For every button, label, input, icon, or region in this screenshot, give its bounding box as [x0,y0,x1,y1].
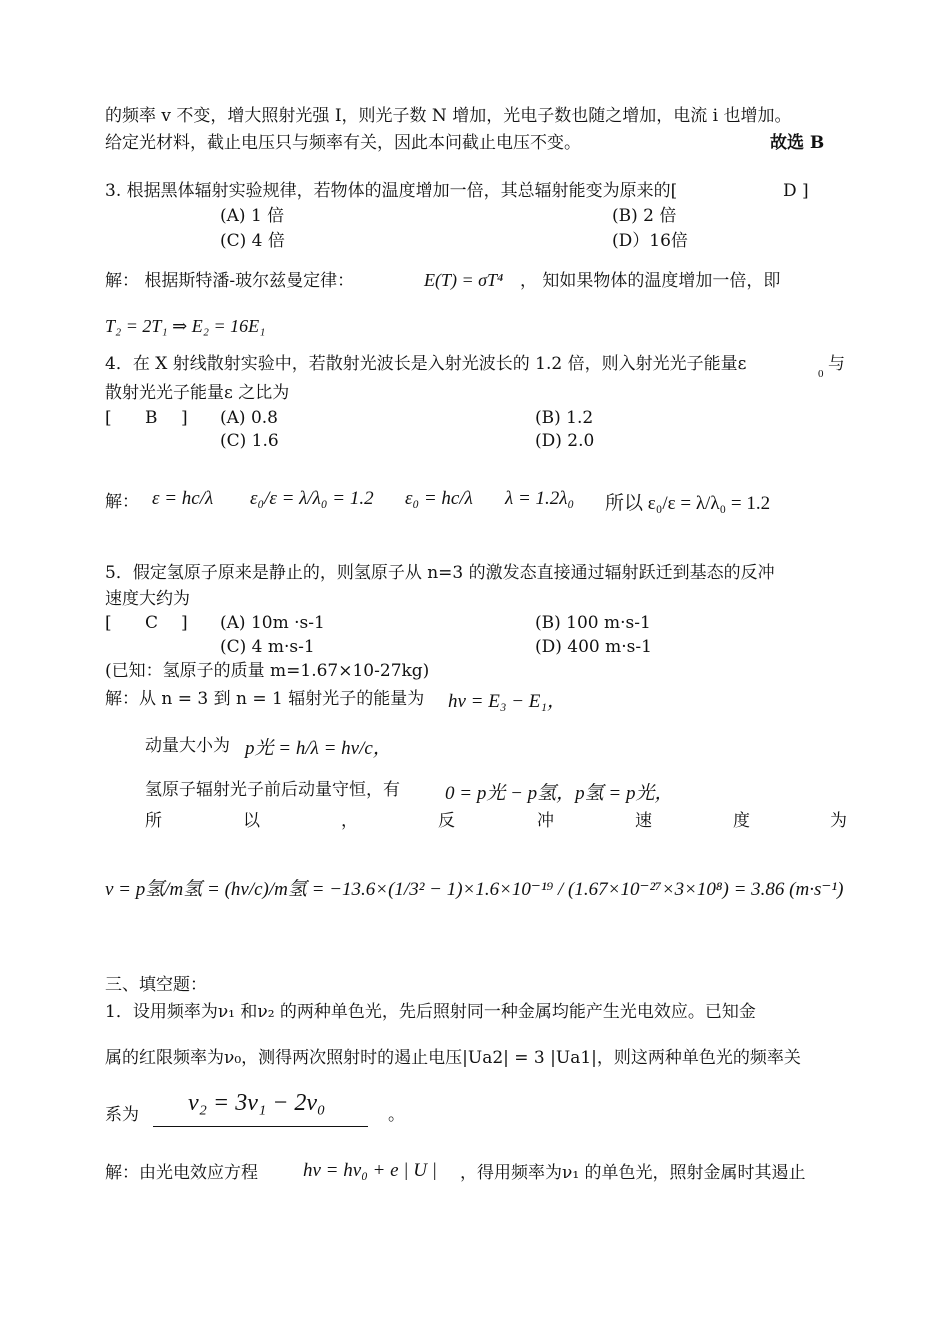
q5-sol-3-eq: 0 = p光 − p氢，p氢 = p光， [445,783,674,804]
q5-stem-1: 5．假定氢原子原来是静止的，则氢原子从 n=3 的激发态直接通过辐射跃迁到基态的反冲 [105,563,775,583]
q5-sol-3: 氢原子辐射光子前后动量守恒，有 [145,780,400,800]
section-heading: 三、填空题： [105,975,207,995]
intro-line-1: 的频率 v 不变，增大照射光强 I，则光子数 N 增加，光电子数也随之增加，电流 i 也增加。 [105,106,792,126]
q5-final-equation: v = p氢/m氢 = (hν/c)/m氢 = −13.6×(1/3² − 1)×1.6×10⁻¹⁹ / (1.67×10⁻²⁷×3×10⁸) = 3.86 (m·s⁻¹) [105,879,844,900]
q3-stem: 3. 根据黑体辐射实验规律，若物体的温度增加一倍，其总辐射能变为原来的[ [105,181,678,201]
q4-eq-1: ε = hc/λ [152,488,214,509]
q5-sol-1-eq: hν = E₃ − E₁， [448,691,566,712]
q5-sol-4-char: 度 [733,811,750,831]
q3-answer: D ] [783,181,809,201]
s3-sol-eq: hν = hν₀ + e | U | [303,1160,437,1181]
q4-eq-3: ε₀ = hc/λ [405,488,473,509]
q4-solution-label: 解： [105,492,139,512]
q5-sol-4-char: 速 [635,811,652,831]
q5-stem-2: 速度大约为 [105,589,190,609]
q3-option-a: (A) 1 倍 [220,206,285,226]
q5-sol-4-char: 所 [145,811,162,831]
q4-conclusion: 所以 ε₀/ε = λ/λ₀ = 1.2 [605,493,771,514]
q5-sol-4-char: 反 [438,811,455,831]
s3-q1-line-2: 属的红限频率为ν₀，测得两次照射时的遏止电压|Ua2| = 3 |Ua1|，则这两种单色光的频率关 [105,1048,801,1068]
q4-stem-sub: 0 [818,368,824,380]
intro-choice: 故选 B [770,133,825,153]
s3-q1-answer: ν₂ = 3ν₁ − 2ν₀ [188,1090,326,1116]
q3-solution-suffix: ， 知如果物体的温度增加一倍，即 [520,271,781,291]
s3-sol: 解：由光电效应方程 [105,1163,258,1183]
q5-option-b: (B) 100 m·s-1 [535,613,651,633]
q5-sol-2-eq: p光 = h/λ = hν/c， [245,738,392,759]
q4-answer: B [145,408,158,428]
q4-option-c: (C) 1.6 [220,431,279,451]
q4-bracket-open: [ [105,408,112,428]
s3-sol-end: ，得用频率为ν₁ 的单色光，照射金属时其遏止 [460,1163,806,1183]
s3-q1-line-3: 系为 [105,1105,139,1125]
s3-q1-end: 。 [388,1105,405,1125]
q4-option-a: (A) 0.8 [220,408,278,428]
q5-sol-4-char: 为 [830,811,847,831]
q5-sol-4-char: ， [341,811,358,831]
q3-solution-formula: E(T) = σT⁴ [424,270,504,290]
answer-underline [153,1126,368,1127]
intro-line-2: 给定光材料，截止电压只与频率有关，因此本问截止电压不变。 [105,133,581,153]
q3-solution-prefix: 解： 根据斯特潘-玻尔兹曼定律： [105,271,355,291]
q3-option-b: (B) 2 倍 [612,206,677,226]
q4-bracket-close: ] [181,408,188,428]
q5-sol-4-char: 以 [243,811,260,831]
q4-stem-1: 4．在 X 射线散射实验中，若散射光波长是入射光波长的 1.2 倍，则入射光光子能量ε [105,354,747,374]
q4-eq-4: λ = 1.2λ₀ [505,488,575,509]
q5-bracket-close: ] [181,613,188,633]
q5-sol-1: 解：从 n = 3 到 n = 1 辐射光子的能量为 [105,689,425,709]
q5-bracket-open: [ [105,613,112,633]
q5-given: (已知：氢原子的质量 m=1.67×10-27kg) [105,661,430,681]
q3-option-d: (D）16倍 [612,231,688,251]
q5-option-a: (A) 10m ·s-1 [220,613,325,633]
q3-derivation: T₂ = 2T₁ ⇒ E₂ = 16E₁ [105,316,266,336]
q5-sol-4-char: 冲 [537,811,554,831]
q4-stem-end: 与 [828,354,845,374]
q4-stem-2: 散射光光子能量ε 之比为 [105,383,290,403]
q5-option-c: (C) 4 m·s-1 [220,637,315,657]
q5-answer: C [145,613,159,633]
q4-eq-2: ε₀/ε = λ/λ₀ = 1.2 [250,488,374,509]
q5-option-d: (D) 400 m·s-1 [535,637,652,657]
q4-option-d: (D) 2.0 [535,431,595,451]
q4-option-b: (B) 1.2 [535,408,594,428]
s3-q1-line-1: 1．设用频率为ν₁ 和ν₂ 的两种单色光，先后照射同一种金属均能产生光电效应。已知金 [105,1002,756,1022]
q3-option-c: (C) 4 倍 [220,231,285,251]
q5-sol-2: 动量大小为 [145,736,230,756]
